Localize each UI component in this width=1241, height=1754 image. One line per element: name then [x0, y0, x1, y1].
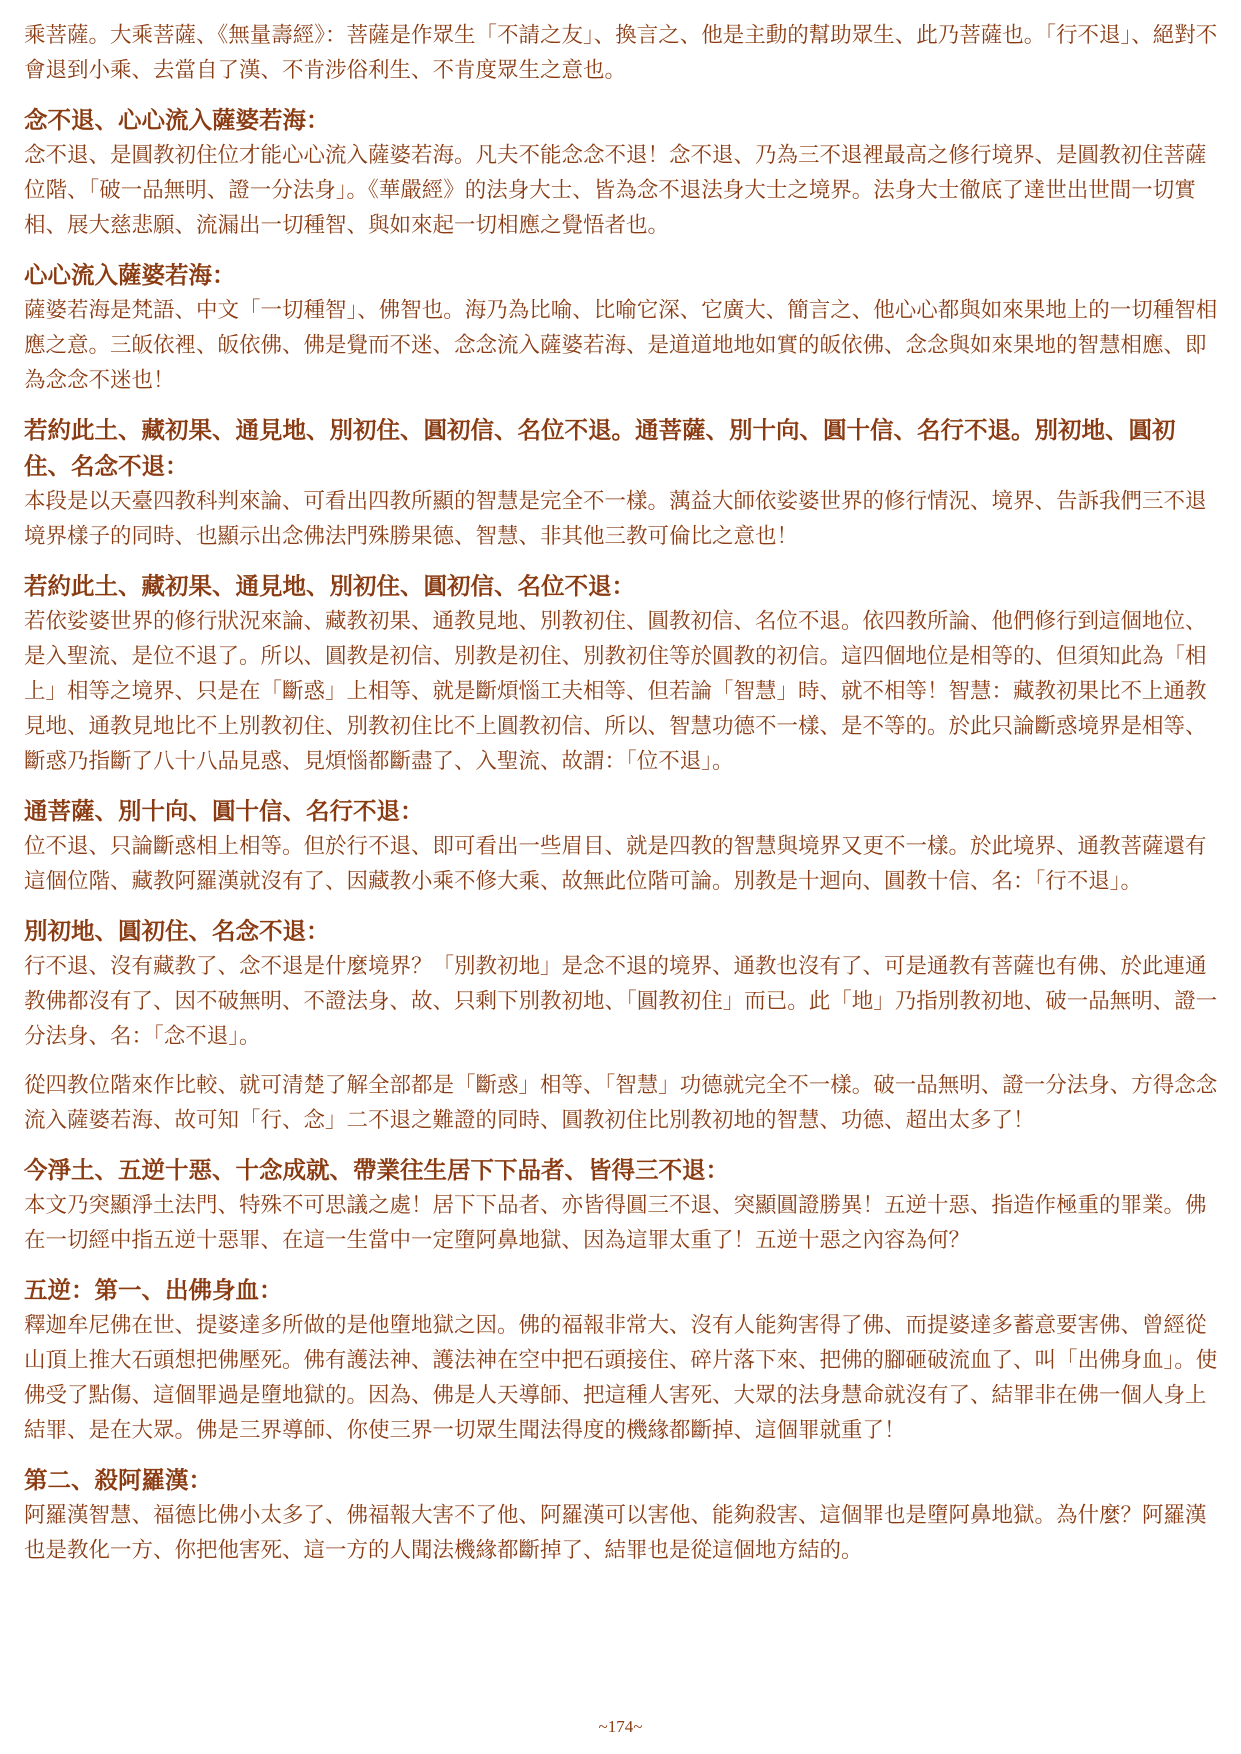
section-heading: 別初地、圓初住、名念不退：	[24, 917, 330, 945]
document-page	[24, 18, 1220, 1582]
section-body: 念不退、是圓教初住位才能心心流入薩婆若海。凡夫不能念念不退！念不退、乃為三不退裡最高之修行境界、是圓教初住菩薩位階、「破一品無明、證一分法身」。《華嚴經》的法身大士、皆為念不退法身大士之境界。法身大士徹底了達世出世間一切實相、展大慈悲願、流漏出一切種智、與如來起一切相應之覺悟者也。	[24, 143, 1207, 238]
section-heading: 今淨土、五逆十惡、十念成就、帶業往生居下下品者、皆得三不退：	[24, 1156, 729, 1184]
section-heading: 五逆：第一、出佛身血：	[24, 1276, 283, 1304]
section-8	[24, 1272, 1220, 1448]
section-heading: 第二、殺阿羅漢：	[24, 1466, 212, 1494]
section-heading: 通菩薩、別十向、圓十信、名行不退：	[24, 797, 424, 825]
section-1	[24, 102, 1220, 243]
section-7	[24, 1152, 1220, 1258]
section-body: 阿羅漢智慧、福德比佛小太多了、佛福報大害不了他、阿羅漢可以害他、能夠殺害、這個罪也是墮阿鼻地獄。為什麼？阿羅漢也是教化一方、你把他害死、這一方的人聞法機緣都斷掉了、結罪也是從這個地方結的。	[24, 1503, 1207, 1563]
summary-paragraph: 從四教位階來作比較、就可清楚了解全部都是「斷惑」相等、「智慧」功德就完全不一樣。破一品無明、證一分法身、方得念念流入薩婆若海、故可知「行、念」二不退之難證的同時、圓教初住比別教初地的智慧、功德、超出太多了！	[24, 1073, 1218, 1133]
section-3	[24, 412, 1220, 554]
section-heading: 心心流入薩婆若海：	[24, 261, 236, 289]
section-6	[24, 913, 1220, 1054]
section-heading: 念不退、心心流入薩婆若海：	[24, 106, 330, 134]
section-body: 本文乃突顯淨土法門、特殊不可思議之處！居下下品者、亦皆得圓三不退、突顯圓證勝異！五逆十惡、指造作極重的罪業。佛在一切經中指五逆十惡罪、在這一生當中一定墮阿鼻地獄、因為這罪太重了！五逆十惡之內容為何？	[24, 1193, 1207, 1253]
page-number: ~174~	[598, 1717, 643, 1736]
section-body: 本段是以天臺四教科判來論、可看出四教所顯的智慧是完全不一樣。蕅益大師依娑婆世界的修行情況、境界、告訴我們三不退境界樣子的同時、也顯示出念佛法門殊勝果德、智慧、非其他三教可倫比之意也！	[24, 489, 1207, 549]
section-body: 若依娑婆世界的修行狀況來論、藏教初果、通教見地、別教初住、圓教初信、名位不退。依四教所論、他們修行到這個地位、是入聖流、是位不退了。所以、圓教是初信、別教是初住、別教初住等於圓教的初信。這四個地位是相等的、但須知此為「相上」相等之境界、只是在「斷惑」上相等、就是斷煩惱工夫相等、但若論「智慧」時、就不相等！智慧：藏教初果比不上通教見地、通教見地比不上別教初住、別教初住比不上圓教初信、所以、智慧功德不一樣、是不等的。於此只論斷惑境界是相等、斷惑乃指斷了八十八品見惑、見煩惱都斷盡了、入聖流、故謂：「位不退」。	[24, 609, 1207, 774]
section-body: 行不退、沒有藏教了、念不退是什麼境界？「別教初地」是念不退的境界、通教也沒有了、可是通教有菩薩也有佛、於此連通教佛都沒有了、因不破無明、不證法身、故、只剩下別教初地、「圓教初住」而已。此「地」乃指別教初地、破一品無明、證一分法身、名：「念不退」。	[24, 954, 1218, 1049]
section-5	[24, 793, 1220, 899]
intro-paragraph: 乘菩薩。大乘菩薩、《無量壽經》：菩薩是作眾生「不請之友」、換言之、他是主動的幫助眾生、此乃菩薩也。「行不退」、絕對不會退到小乘、去當自了漢、不肯涉俗利生、不肯度眾生之意也。	[24, 23, 1218, 83]
section-body: 釋迦牟尼佛在世、提婆達多所做的是他墮地獄之因。佛的福報非常大、沒有人能夠害得了佛、而提婆達多蓄意要害佛、曾經從山頂上推大石頭想把佛壓死。佛有護法神、護法神在空中把石頭接住、碎片落下來、把佛的腳砸破流血了、叫「出佛身血」。使佛受了點傷、這個罪過是墮地獄的。因為、佛是人天導師、把這種人害死、大眾的法身慧命就沒有了、結罪非在佛一個人身上結罪、是在大眾。佛是三界導師、你使三界一切眾生聞法得度的機緣都斷掉、這個罪就重了！	[24, 1313, 1218, 1443]
section-body: 薩婆若海是梵語、中文「一切種智」、佛智也。海乃為比喻、比喻它深、它廣大、簡言之、他心心都與如來果地上的一切種智相應之意。三皈依裡、皈依佛、佛是覺而不迷、念念流入薩婆若海、是道道地地如實的皈依佛、念念與如來果地的智慧相應、即為念念不迷也！	[24, 298, 1218, 393]
section-9	[24, 1462, 1220, 1568]
section-body: 位不退、只論斷惑相上相等。但於行不退、即可看出一些眉目、就是四教的智慧與境界又更不一樣。於此境界、通教菩薩還有這個位階、藏教阿羅漢就沒有了、因藏教小乘不修大乘、故無此位階可論。別教是十迴向、圓教十信、名：「行不退」。	[24, 834, 1207, 894]
section-heading: 若約此土、藏初果、通見地、別初住、圓初信、名位不退：	[24, 572, 635, 600]
section-2	[24, 257, 1220, 398]
section-heading: 若約此土、藏初果、通見地、別初住、圓初信、名位不退。通菩薩、別十向、圓十信、名行不退。別初地、圓初住、名念不退：	[24, 416, 1176, 480]
section-4	[24, 568, 1220, 779]
